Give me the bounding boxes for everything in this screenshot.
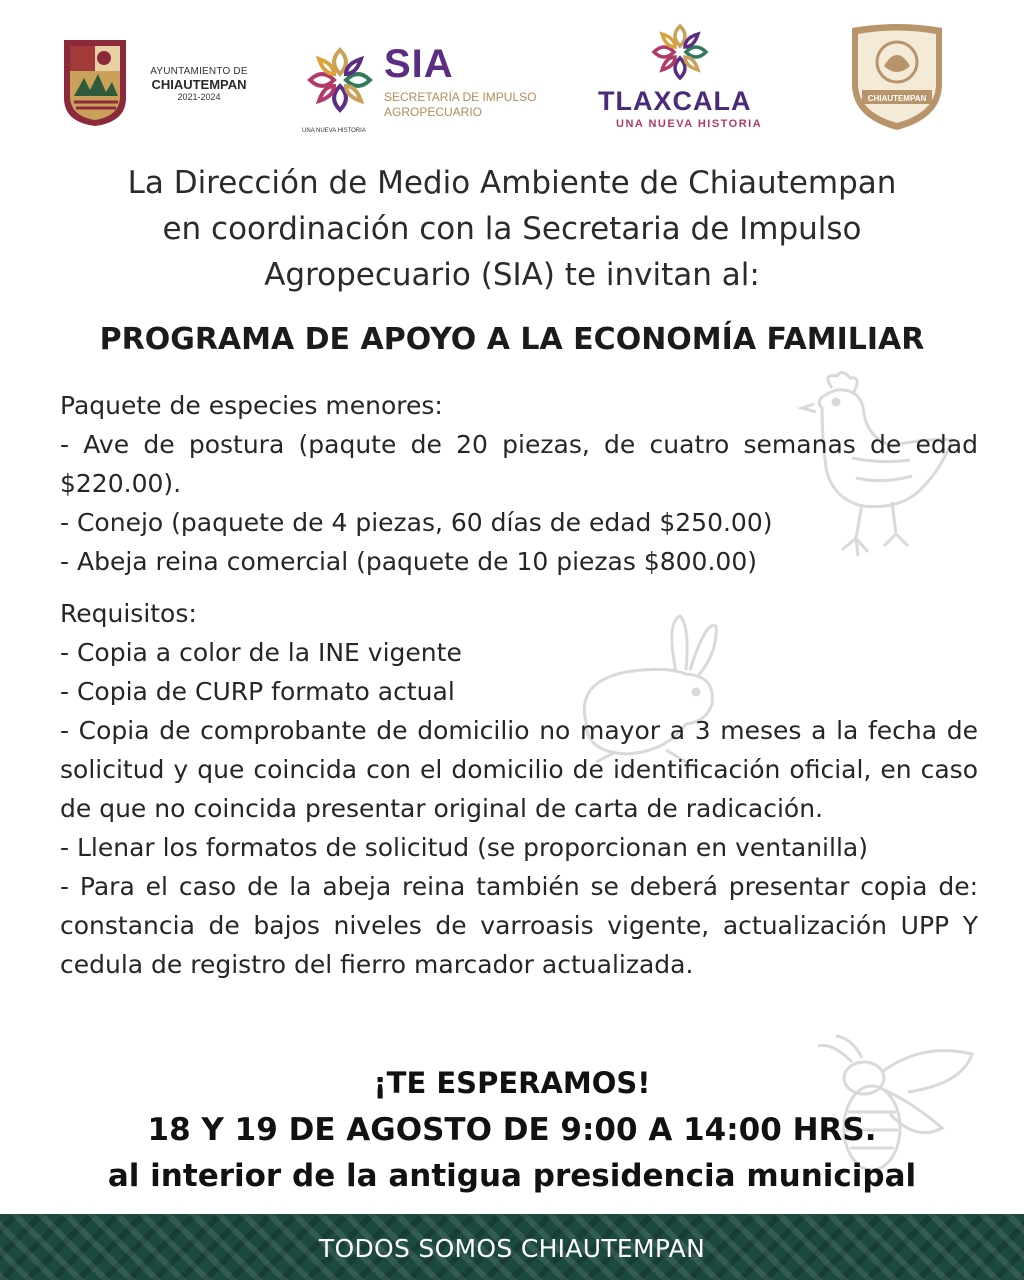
requirement-item: - Llenar los formatos de solicitud (se proporcionan en ventanilla) — [60, 833, 868, 862]
footer-slogan: TODOS SOMOS CHIAUTEMPAN — [318, 1234, 706, 1263]
requirement-item: - Copia a color de la INE vigente — [60, 638, 462, 667]
tlaxcala-logo — [592, 22, 767, 134]
chiautempan-logo-years: 2021-2024 — [177, 92, 221, 102]
program-title: PROGRAMA DE APOYO A LA ECONOMÍA FAMILIAR — [99, 322, 925, 357]
intro-line-1: La Dirección de Medio Ambiente de Chiautempan — [127, 165, 897, 201]
requirement-item: - Para el caso de la abeja reina también se deberá presentar copia de: constancia de bajos niveles de varroasis vigente, actualización UPP Y cedula de registro del fierro marcador actualizada. — [60, 872, 978, 979]
tlaxcala-tagline: UNA NUEVA HISTORIA — [616, 118, 763, 130]
sia-flower-icon — [302, 40, 378, 126]
package-heading: Paquete de especies menores: — [60, 391, 443, 420]
shield-label: CHIAUTEMPAN — [867, 94, 927, 103]
intro-line-2: en coordinación con la Secretaria de Impulso — [162, 211, 862, 247]
event-date-time: 18 Y 19 DE AGOSTO DE 9:00 A 14:00 HRS. — [147, 1112, 877, 1148]
tlaxcala-title: TLAXCALA — [598, 86, 752, 116]
chiautempan-emblem-icon — [62, 38, 128, 128]
footer-banner — [0, 1214, 1024, 1280]
chiautempan-logo-line2: CHIAUTEMPAN — [151, 77, 247, 92]
chiautempan-logo-text — [134, 66, 264, 102]
requirements-section — [60, 594, 978, 984]
chiautempan-logo-line1: AYUNTAMIENTO DE — [150, 66, 248, 77]
chiautempan-shield-logo — [848, 22, 946, 134]
sia-subtitle-line2: AGROPECUARIO — [384, 105, 483, 119]
event-location: al interior de la antigua presidencia municipal — [107, 1158, 917, 1194]
sia-logo — [302, 40, 542, 140]
sia-title: SIA — [384, 42, 454, 86]
package-item: - Ave de postura (paqute de 20 piezas, de cuatro semanas de edad $220.00). — [60, 430, 978, 498]
package-item: - Abeja reina comercial (paquete de 10 piezas $800.00) — [60, 547, 757, 576]
sia-tagline: UNA NUEVA HISTORIA — [302, 128, 366, 134]
requirement-item: - Copia de comprobante de domicilio no mayor a 3 meses a la fecha de solicitud y que coincida con el domicilio de identificación oficial, en caso de que no coincida presentar original de carta de radicación. — [60, 716, 978, 823]
package-item: - Conejo (paquete de 4 piezas, 60 días de edad $250.00) — [60, 508, 773, 537]
requirement-item: - Copia de CURP formato actual — [60, 677, 455, 706]
intro-line-3: Agropecuario (SIA) te invitan al: — [264, 257, 760, 293]
shield-emblem-icon — [848, 22, 946, 134]
chiautempan-ayuntamiento-logo — [62, 38, 302, 130]
intro-text — [40, 160, 984, 298]
package-section — [60, 386, 978, 581]
tlaxcala-flower-icon — [592, 22, 767, 84]
logo-header — [0, 18, 1024, 138]
requirements-heading: Requisitos: — [60, 599, 197, 628]
sia-subtitle-line1: SECRETARÍA DE IMPULSO — [384, 90, 537, 104]
closing-invitation: ¡TE ESPERAMOS! — [373, 1066, 651, 1100]
sia-subtitle — [384, 90, 536, 120]
